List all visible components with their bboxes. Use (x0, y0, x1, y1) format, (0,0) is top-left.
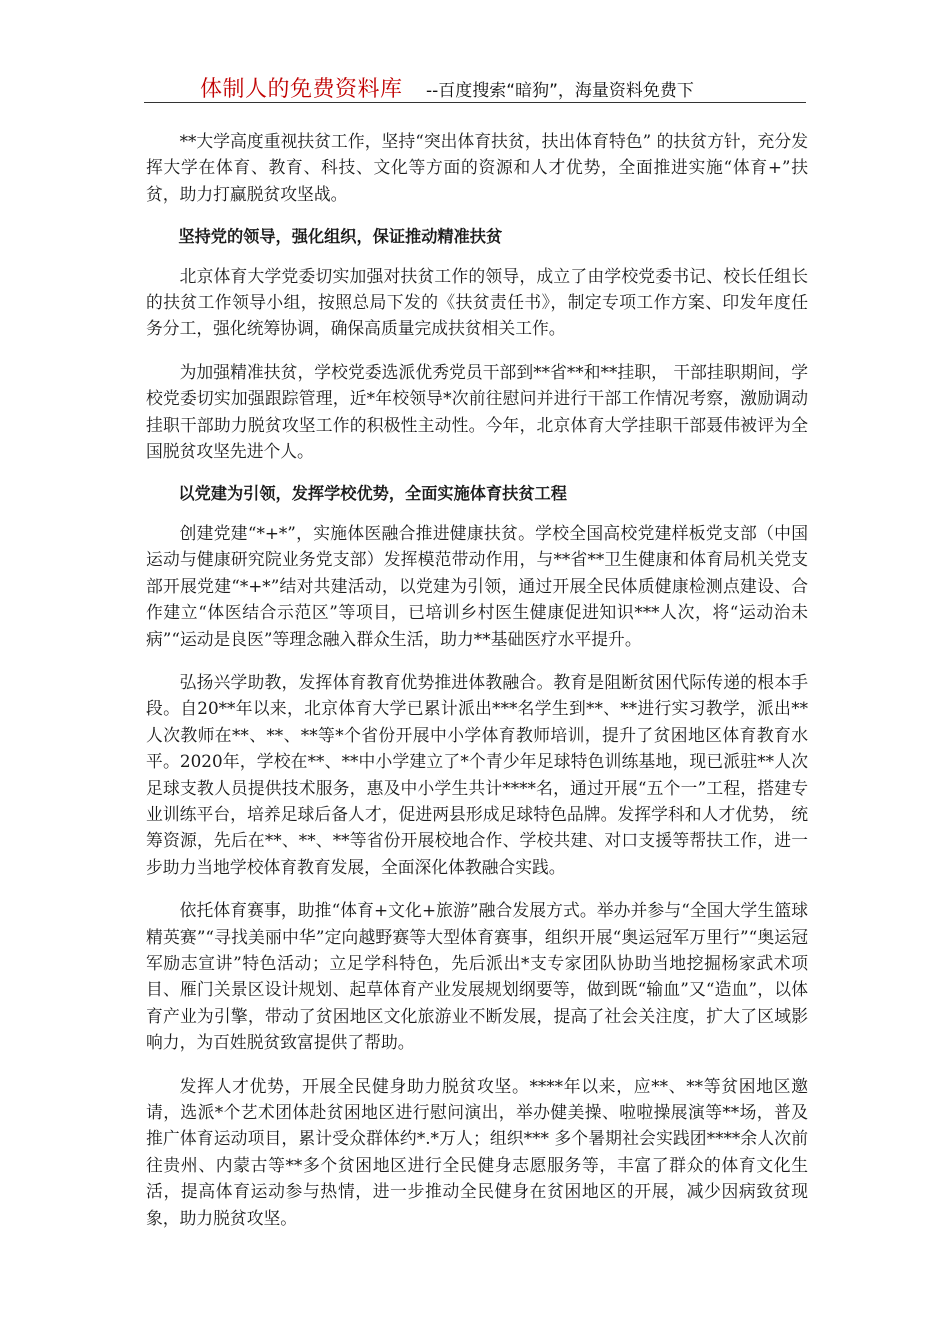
intro-paragraph: **大学高度重视扶贫工作，坚持“突出体育扶贫，扶出体育特色” 的扶贫方针，充分发挥大学在体育、教育、科技、文化等方面的资源和人才优势，全面推进实施“体育+”扶贫，助力打赢脱贫攻坚战。 (146, 131, 808, 204)
header-brand: 体制人的免费资料库 (200, 77, 403, 102)
body-paragraph: 北京体育大学党委切实加强对扶贫工作的领导，成立了由学校党委书记、校长任组长的扶贫工作领导小组，按照总局下发的《扶贫责任书》，制定专项工作方案、印发年度任务分工，强化统筹协调，确保高质量完成扶贫相关工作。 (146, 265, 808, 339)
body-paragraph: 为加强精准扶贫，学校党委选派优秀党员干部到**省**和**挂职， 干部挂职期间，学校党委切实加强跟踪管理，近*年校领导*次前往慰问并进行干部工作情况考察，激励调动挂职干部助力脱贫攻坚工作的积极性主动性。今年，北京体育大学挂职干部聂伟被评为全国脱贫攻坚先进个人。 (146, 361, 808, 462)
body-paragraph: 依托体育赛事，助推“体育+文化+旅游”融合发展方式。举办并参与“全国大学生篮球精英赛”“寻找美丽中华”定向越野赛等大型体育赛事，组织开展“奥运冠军万里行”“奥运冠军励志宣讲”特色活动；立足学科特色，先后派出*支专家团队协助当地挖掘杨家武术项目、雁门关景区设计规划、起草体育产业发展规划纲要等，做到既“输血”又“造血”，以体育产业为引擎，带动了贫困地区文化旅游业不断发展，提高了社会关注度，扩大了区域影响力，为百姓脱贫致富提供了帮助。 (146, 900, 808, 1053)
header-tagline: --百度搜索“暗狗”，海量资料免费下 (426, 81, 694, 101)
body-paragraph: 弘扬兴学助教，发挥体育教育优势推进体教融合。教育是阻断贫困代际传递的根本手段。自20**年以来，北京体育大学已累计派出***名学生到**、**进行实习教学，派出**人次教师在**、**、**等*个省份开展中小学体育教师培训，提升了贫困地区体育教育水平。2020年，学校在**、**中小学建立了*个青少年足球特色训练基地，现已派驻**人次足球支教人员提供技术服务，惠及中小学生共计****名，通过开展“五个一”工程，搭建专业训练平台，培养足球后备人才，促进两县形成足球特色品牌。发挥学科和人才优势， 统筹资源，先后在**、**、**等省份开展校地合作、学校共建、对口支援等帮扶工作，进一步助力当地学校体育教育发展，全面深化体教融合实践。 (146, 671, 808, 877)
body-paragraph: 创建党建“*+*”，实施体医融合推进健康扶贫。学校全国高校党建样板党支部（中国运动与健康研究院业务党支部）发挥模范带动作用，与**省**卫生健康和体育局机关党支部开展党建“*+*”结对共建活动，以党建为引领，通过开展全民体质健康检测点建设、合作建立“体医结合示范区”等项目，已培训乡村医生健康促进知识***人次，将“运动治未病”“运动是良医”等理念融入群众生活，助力**基础医疗水平提升。 (146, 522, 808, 649)
document-body (146, 128, 808, 1248)
body-paragraph: 发挥人才优势，开展全民健身助力脱贫攻坚。****年以来，应**、**等贫困地区邀请，选派*个艺术团体赴贫困地区进行慰问演出，举办健美操、啦啦操展演等**场，普及推广体育运动项目，累计受众群体约*.*万人；组织*** 多个暑期社会实践团****余人次前往贵州、内蒙古等**多个贫困地区进行全民健身志愿服务等，丰富了群众的体育文化生活，提高体育运动参与热情，进一步推动全民健身在贫困地区的开展，减少因病致贫现象，助力脱贫攻坚。 (146, 1075, 808, 1228)
page-header (144, 72, 806, 103)
section-heading: 以党建为引领，发挥学校优势，全面实施体育扶贫工程 (178, 484, 567, 504)
section-heading: 坚持党的领导，强化组织，保证推动精准扶贫 (178, 227, 503, 247)
